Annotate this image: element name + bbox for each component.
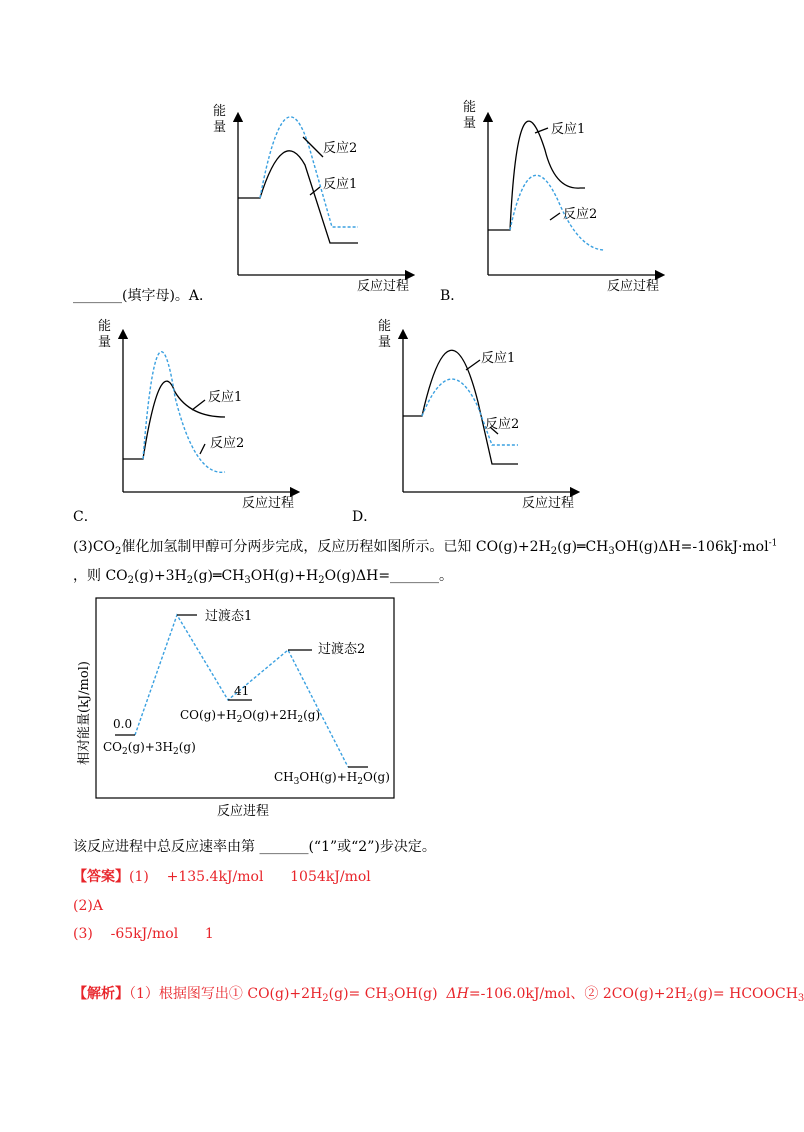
y-label-2: 量 [213,120,227,135]
svg-text:能: 能 [463,100,477,115]
ts2-label: 过渡态2 [318,642,366,657]
x-label: 反应过程 [357,279,410,294]
svg-text:反应过程: 反应过程 [607,279,660,294]
species-start: $CO_2(g)+3H_2(g)$ [103,740,196,757]
svg-text:反应2: 反应2 [485,417,520,432]
answer-label: 【答案】 [73,869,129,885]
svg-text:量: 量 [463,116,477,131]
svg-text:能: 能 [378,319,392,334]
graph-a [205,95,425,295]
curve-reaction-2 [260,117,358,227]
svg-text:反应2: 反应2 [210,436,245,451]
answer-line-1: 【答案】(1) +135.4kJ/mol 1054kJ/mol [73,869,371,885]
q2-prompt: _______(填字母)。A． [73,288,214,304]
level-0-label: 0.0 [113,717,133,731]
option-c-label: C． [73,509,98,525]
diagram-frame [96,598,394,798]
answer-line-3: (3) -65kJ/mol 1 [73,926,214,942]
svg-text:量: 量 [98,335,112,350]
curve-reaction-2 [422,379,518,445]
q3-line-2: ，则 $CO_2(g)+3H_2(g)═CH_3OH(g)+H_2O(g)\Delta H=\_\_\_\_\_\_\_$。 [73,568,454,586]
diagram-y-axis-label: 相对能量(kJ/mol) [77,661,92,765]
svg-text:反应过程: 反应过程 [522,496,575,511]
graph-c [90,312,310,512]
svg-text:反应1: 反应1 [208,390,243,405]
svg-text:反应1: 反应1 [551,122,586,137]
label-reaction-2: 反应2 [323,141,358,156]
species-end: $CH_3OH(g)+H_2O(g)$ [274,770,390,787]
energy-diagram [70,595,410,820]
svg-text:量: 量 [378,335,392,350]
svg-text:能: 能 [98,319,112,334]
y-label-1: 能 [213,104,227,119]
label-reaction-1: 反应1 [323,177,358,192]
curve-reaction-1 [238,151,358,243]
curve-reaction-1 [403,350,518,464]
q3-line-1: $(3)CO_2$催化加氢制甲醇可分两步完成，反应历程如图所示。已知 $CO(g)+2H_2(g)═CH_3OH(g)\Delta H=-106kJ\cdot mol^{-1}$ [73,538,778,557]
analysis-label: 【解析】 [73,986,129,1002]
svg-text:反应1: 反应1 [481,351,516,366]
curve-reaction-2 [143,352,225,473]
option-b-label: B． [440,288,465,304]
diagram-x-axis-label: 反应进程 [217,804,270,819]
analysis-line: 【解析】（1）根据图写出① $CO(g)+2H_2(g)= CH_3OH(g)$ ΔH=-106.0kJ/mol、② $2CO(g)+2H_2(g)=$ $HCOOCH_3$ [73,986,804,1004]
graph-d [370,312,590,512]
graph-b [455,95,675,295]
answer-line-2: (2)A [73,898,103,914]
svg-text:反应2: 反应2 [563,207,598,222]
species-intermediate: $CO(g)+H_2O(g)+2H_2(g)$ [180,708,321,725]
svg-text:反应过程: 反应过程 [242,496,295,511]
ts1-label: 过渡态1 [205,609,253,624]
q3-rate-question: 该反应进程中总反应速率由第 _______(“1”或“2”)步决定。 [73,839,436,855]
level-41-label: 41 [234,684,250,698]
option-d-label: D． [352,509,378,525]
